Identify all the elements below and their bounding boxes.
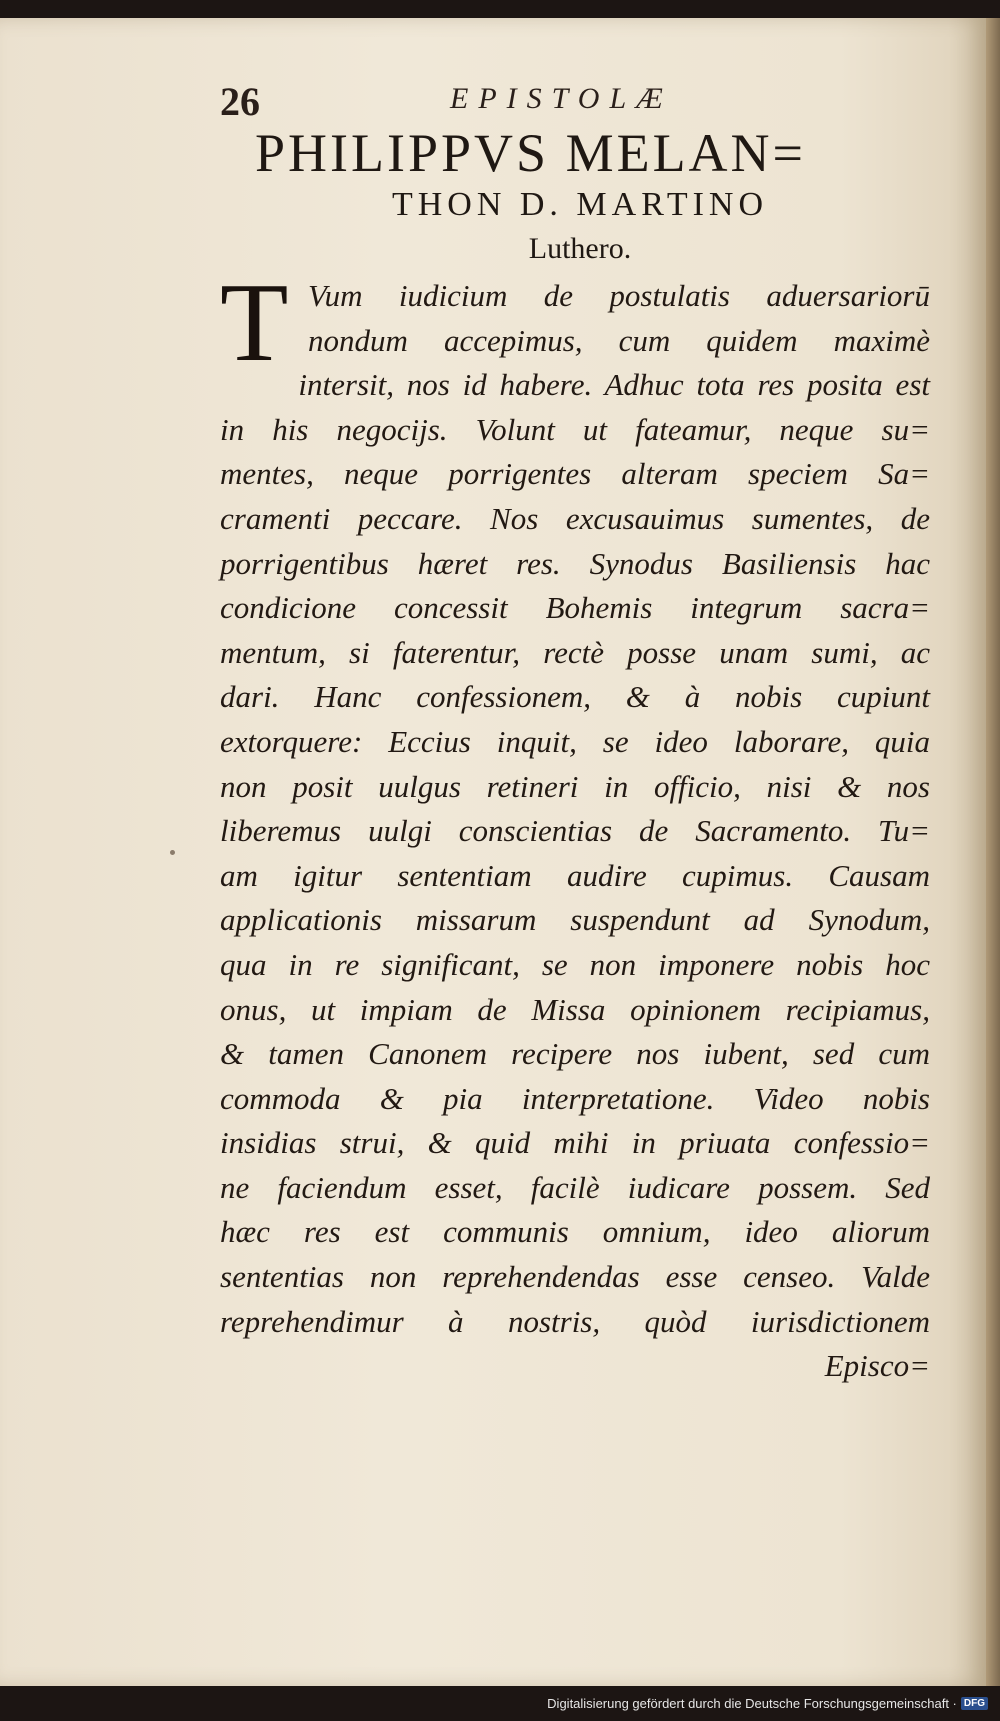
text-line: applicationis missarum suspendunt ad Synodum, [220, 902, 930, 938]
page-edge [986, 18, 1000, 1686]
text-line: nondum accepimus, cum quidem maximè [308, 322, 930, 358]
text-line: condicione concessit Bohemis integrum sacra= [220, 590, 930, 626]
credit-text: Digitalisierung gefördert durch die Deutsche Forschungsgemeinschaft · [547, 1696, 957, 1711]
text-line: commoda & pia interpretatione. Video nobis [220, 1080, 930, 1116]
text-line: am igitur sententiam audire cupimus. Causam [220, 857, 930, 893]
running-head: EPISTOLÆ [450, 82, 673, 115]
text-line: hæc res est communis omnium, ideo aliorum [220, 1214, 930, 1250]
text-line: liberemus uulgi conscientias de Sacramento. Tu= [220, 813, 930, 849]
title-line-1: PHILIPPVS MELAN= [255, 123, 807, 183]
text-line: onus, ut impiam de Missa opinionem recipiamus, [220, 991, 930, 1027]
text-line: intersit, nos id habere. Adhuc tota res posita est [298, 367, 930, 403]
text-line: ne faciendum esset, facilè iudicare possem. Sed [220, 1169, 930, 1205]
text-line: porrigentibus hæret res. Synodus Basiliensis hac [220, 545, 930, 581]
text-line: mentum, si faterentur, rectè posse unam sumi, ac [220, 634, 930, 670]
text-line: non posit uulgus retineri in officio, nisi & nos [220, 768, 930, 804]
text-line: reprehendimur à nostris, quòd iurisdictionem [220, 1303, 930, 1339]
page-header [220, 78, 940, 122]
text-line: Vum iudicium de postulatis aduersariorū [308, 278, 930, 313]
margin-mark [170, 850, 175, 855]
drop-cap: T [220, 261, 289, 385]
text-line: & tamen Canonem recipere nos iubent, sed cum [220, 1036, 930, 1072]
text-line: in his negocijs. Volunt ut fateamur, neque su= [220, 411, 930, 447]
digitization-credit [547, 1696, 988, 1711]
text-line: sententias non reprehendendas esse censeo. Valde [220, 1259, 930, 1295]
text-line: cramenti peccare. Nos excusauimus sumentes, de [220, 500, 930, 536]
dfg-logo: DFG [961, 1697, 988, 1710]
text-line: mentes, neque porrigentes alteram speciem Sa= [220, 456, 930, 492]
title-line-2: THON D. MARTINO [391, 186, 769, 223]
title-line-3: Luthero. [528, 232, 632, 265]
letter-title [220, 122, 940, 272]
page-number: 26 [220, 79, 260, 124]
catchword: Episco= [824, 1348, 930, 1384]
text-line: extorquere: Eccius inquit, se ideo laborare, quia [220, 723, 930, 759]
letter-body [220, 261, 930, 1389]
text-line: dari. Hanc confessionem, & à nobis cupiunt [220, 679, 930, 715]
text-line: qua in re significant, se non imponere nobis hoc [220, 946, 930, 982]
text-line: insidias strui, & quid mihi in priuata confessio= [220, 1125, 930, 1161]
